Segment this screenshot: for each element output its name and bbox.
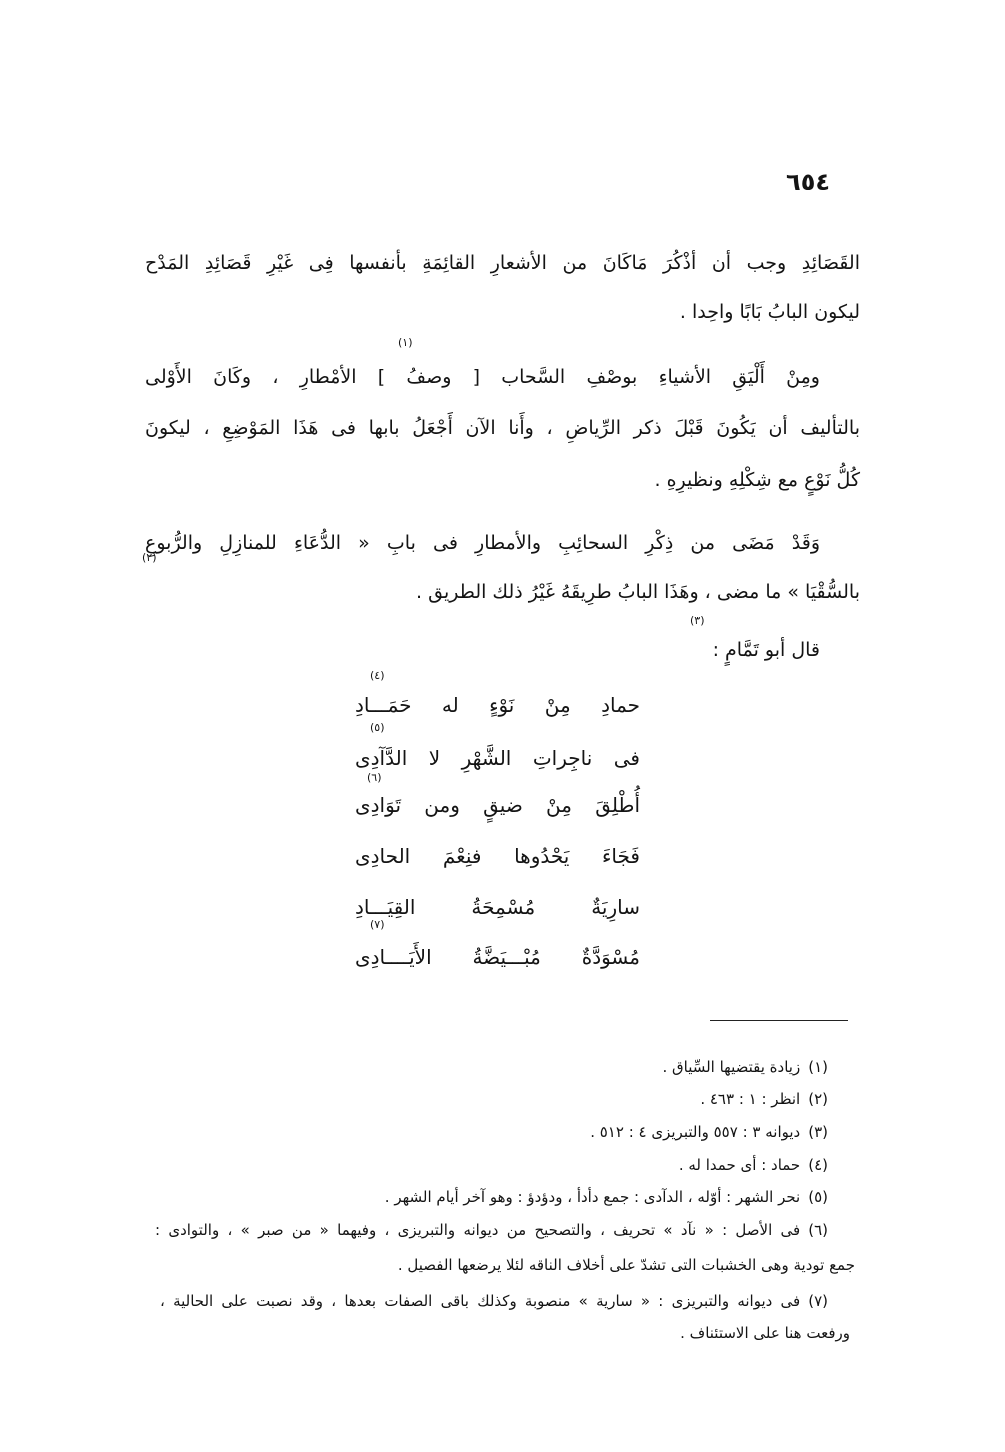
body-line-4: بالتأليف أن يَكُونَ قَبْلَ ذكر الرِّياضِ ، وأَنا الآن أَجْعَلُ بابها فى هَذَا المَوْضِعِ ، ليكونَ (145, 417, 860, 439)
footnote-marker-3: (٣) (690, 614, 705, 627)
footnote-text: فى ديوانه والتبريزى : « سارية » منصوبة وكذلك باقى الصفات بعدها ، وقد نصبت على الحالية ، (160, 1292, 801, 1310)
body-line-3: ومِنْ أَلْيَقِ الأشياءِ بوصْفِ السَّحاب [ وصفُ ] الأمْطارِ ، وكَانَ الأَوْلى (145, 366, 820, 388)
footnote-text: نحر الشهر : أوّله ، الدآدى : جمع دأدأ ، ودؤدؤ : وهو آخر أيام الشهر . (384, 1188, 801, 1206)
footnote-marker-2: (٢) (142, 551, 157, 564)
footnote-4 (155, 1150, 828, 1180)
footnote-text: انظر : ١ : ٤٦٣ . (700, 1090, 801, 1108)
footnote-text: ديوانه ٣ : ٥٥٧ والتبريزى ٤ : ٥١٢ . (590, 1123, 801, 1141)
footnote-7-continuation: ورفعت هنا على الاستئناف . (680, 1324, 850, 1342)
footnote-number: (٦) (808, 1221, 828, 1239)
poem-line-4: فَجَاءَ يَحْدُوها فنِعْمَ الحادِى (355, 844, 640, 868)
body-line-6: وَقَدْ مَضَى من ذِكْرِ السحائِبِ والأمطارِ فى بابِ « الدُّعَاءِ للمنازِلِ والرُّبوعِ (145, 532, 820, 554)
footnote-separator (710, 1020, 848, 1021)
footnote-marker-1: (١) (398, 336, 413, 349)
body-line-2: ليكون البابُ بَابًا واحِدا . (679, 301, 860, 323)
footnote-2 (155, 1084, 828, 1114)
footnote-6 (155, 1215, 828, 1245)
poem-line-5: سارِيَةٌ مُسْمِحَةُ القِيَـــادِ (355, 895, 640, 919)
footnote-5 (155, 1182, 828, 1212)
poem-line-3: أُطْلِقَ مِنْ ضيقٍ ومن تَوَادِى (355, 793, 640, 817)
poet-attribution: قال أبو تَمَّامٍ : (712, 639, 820, 661)
footnote-marker-6: (٦) (367, 771, 382, 784)
footnote-marker-7: (٧) (370, 918, 385, 931)
footnote-text: حماد : أى حمدا له . (678, 1156, 801, 1174)
footnote-number: (١) (808, 1058, 828, 1076)
footnote-3 (155, 1117, 828, 1147)
poem-line-1: حمادِ مِنْ نَوْءٍ له حَمَـــادِ (355, 693, 640, 717)
body-line-1: القَصَائِدِ وجب أن أذْكُرَ مَاكَانَ من الأشعارِ القائِمَةِ بأنفسها فِى غَيْرِ قَصَائِدِ المَدْح (145, 252, 860, 274)
body-line-5: كُلُّ نَوْعٍ مع شِكْلِهِ ونظيرِهِ . (654, 469, 860, 491)
footnote-6-continuation: جمع تودية وهى الخشبات التى تشدّ على أخلاف الناقه لئلا يرضعها الفصيل . (397, 1256, 855, 1274)
footnote-number: (٧) (808, 1292, 828, 1310)
footnote-number: (٥) (808, 1188, 828, 1206)
footnote-1 (155, 1052, 828, 1082)
footnote-number: (٢) (808, 1090, 828, 1108)
footnote-text: زيادة يقتضيها السِّياق . (662, 1058, 801, 1076)
footnote-marker-4: (٤) (370, 669, 385, 682)
poem-line-6: مُسْوَدَّةٌ مُبْـــيَضَّةُ الأَيَــــادِى (355, 945, 640, 969)
footnote-7 (160, 1286, 828, 1316)
poem-line-2: فى ناجِراتِ الشَّهْرِ لا الدَّآدِى (355, 746, 640, 770)
footnote-text: فى الأصل : « نآد » تحريف ، والتصحيح من ديوانه والتبريزى ، وفيهما « من صبر » ، والتوادى : (155, 1221, 801, 1239)
page-number: ٦٥٤ (786, 168, 830, 196)
footnote-number: (٣) (808, 1123, 828, 1141)
footnote-number: (٤) (808, 1156, 828, 1174)
footnote-marker-5: (٥) (370, 721, 385, 734)
body-line-7: بالسُّقْيَا » ما مضى ، وهَذَا البابُ طرِيقَهُ غَيْرُ ذلك الطريق . (416, 581, 860, 603)
